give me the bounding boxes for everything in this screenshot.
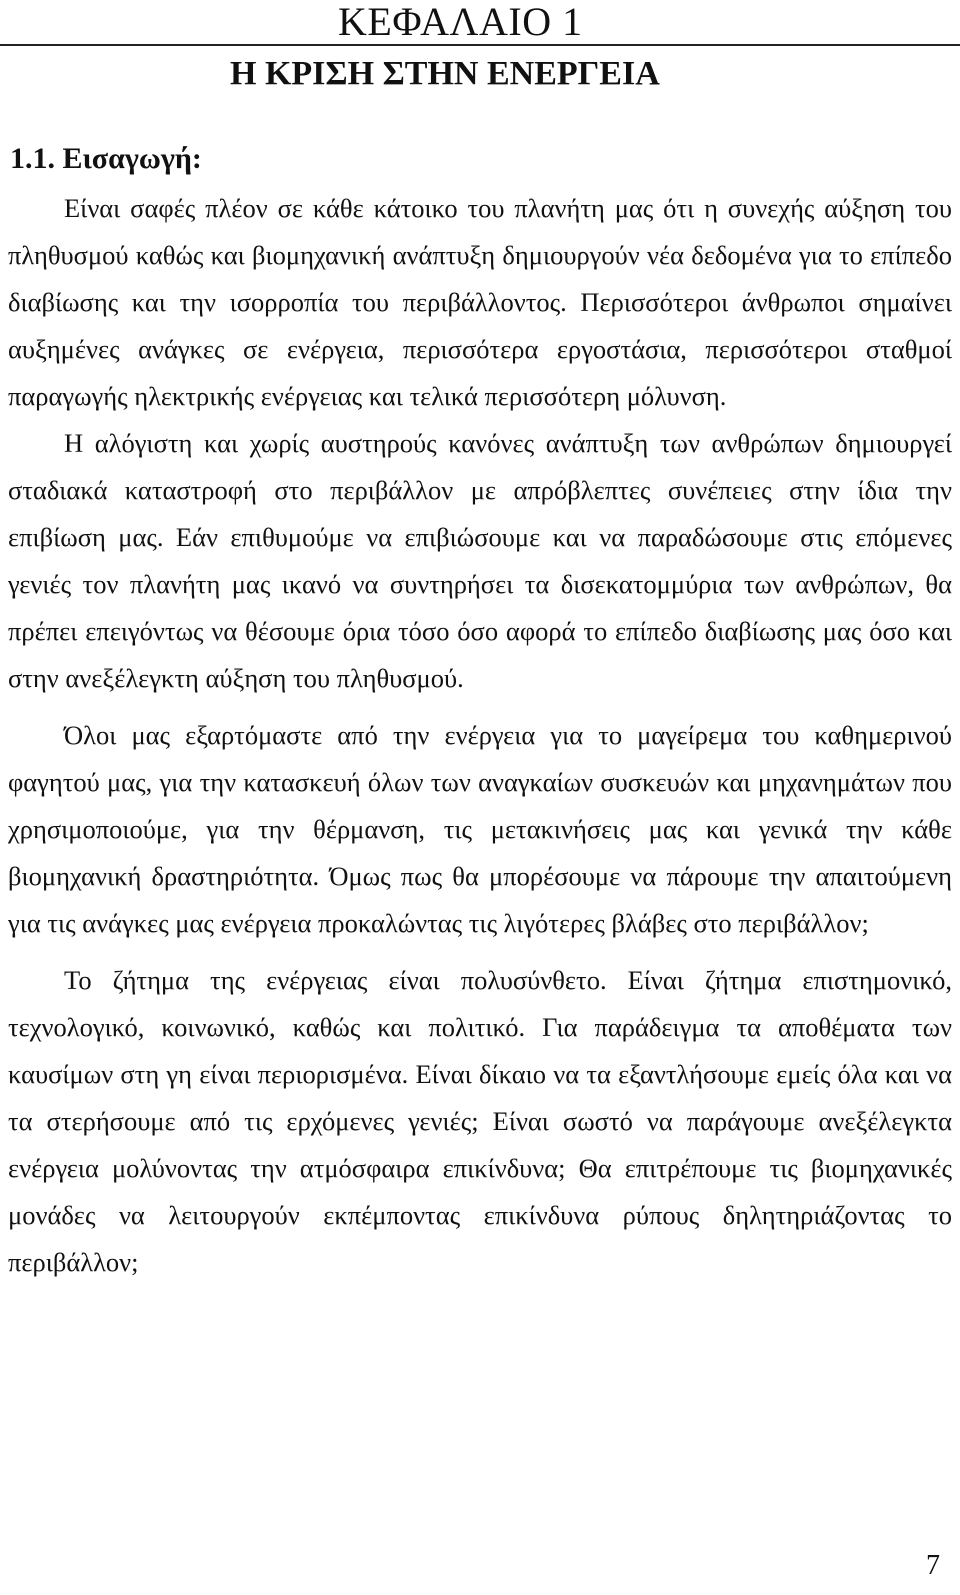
paragraph: Όλοι μας εξαρτόμαστε από την ενέργεια για το μαγείρεμα του καθημερινού φαγητού μας, για την κατασκευή όλων των αναγκαίων συσκευών και μηχανημάτων που χρησιμοποιούμε, για την θέρμανση, τις μετακινήσεις μας και γενικά την κάθε βιομηχανική δραστηριότητα. Όμως πως θα μπορέσουμε να πάρουμε την απαιτούμενη για τις ανάγκες μας ενέργεια προκαλώντας τις λιγότερες βλάβες στο περιβάλλον; bbox=[8, 720, 952, 938]
paragraph: Η αλόγιστη και χωρίς αυστηρούς κανόνες ανάπτυξη των ανθρώπων δημιουργεί σταδιακά καταστροφή στο περιβάλλον με απρόβλεπτες συνέπειες στην ίδια την επιβίωση μας. Εάν επιθυμούμε να επιβιώσουμε και να παραδώσουμε στις επόμενες γενιές τον πλανήτη μας ικανό να συντηρήσει τα δισεκατομμύρια των ανθρώπων, θα πρέπει επειγόντως να θέσουμε όρια τόσο όσο αφορά το επίπεδο διαβίωσης μας όσο και στην ανεξέλεγκτη αύξηση του πληθυσμού. bbox=[8, 428, 952, 693]
chapter-rule-divider bbox=[0, 44, 960, 46]
paragraph: Είναι σαφές πλέον σε κάθε κάτοικο του πλανήτη μας ότι η συνεχής αύξηση του πληθυσμού καθώς και βιομηχανική ανάπτυξη δημιουργούν νέα δεδομένα για το επίπεδο διαβίωσης και την ισορροπία του περιβάλλοντος. Περισσότεροι άνθρωποι σημαίνει αυξημένες ανάγκες σε ενέργεια, περισσότερα εργοστάσια, περισσότεροι σταθμοί παραγωγής ηλεκτρικής ενέργειας και τελικά περισσότερη μόλυνση. bbox=[8, 193, 952, 411]
page-number: 7 bbox=[926, 1550, 940, 1581]
section-heading: 1.1. Εισαγωγή: bbox=[10, 142, 202, 175]
paragraph: Το ζήτημα της ενέργειας είναι πολυσύνθετο. Είναι ζήτημα επιστημονικό, τεχνολογικό, κοινωνικό, καθώς και πολιτικό. Για παράδειγμα τα αποθέματα των καυσίμων στη γη είναι περιορισμένα. Είναι δίκαιο να τα εξαντλήσουμε εμείς όλα και να τα στερήσουμε από τις ερχόμενες γενιές; Είναι σωστό να παράγουμε ανεξέλεγκτα ενέργεια μολύνοντας την ατμόσφαιρα επικίνδυνα; Θα επιτρέπουμε τις βιομηχανικές μονάδες να λειτουργούν εκπέμποντας επικίνδυνα ρύπους δηλητηριάζοντας το περιβάλλον; bbox=[8, 965, 952, 1277]
body-text bbox=[8, 185, 952, 1286]
chapter-label: ΚΕΦΑΛΑΙΟ 1 bbox=[338, 0, 583, 44]
chapter-title: Η ΚΡΙΣΗ ΣΤΗΝ ΕΝΕΡΓΕΙΑ bbox=[230, 55, 660, 92]
